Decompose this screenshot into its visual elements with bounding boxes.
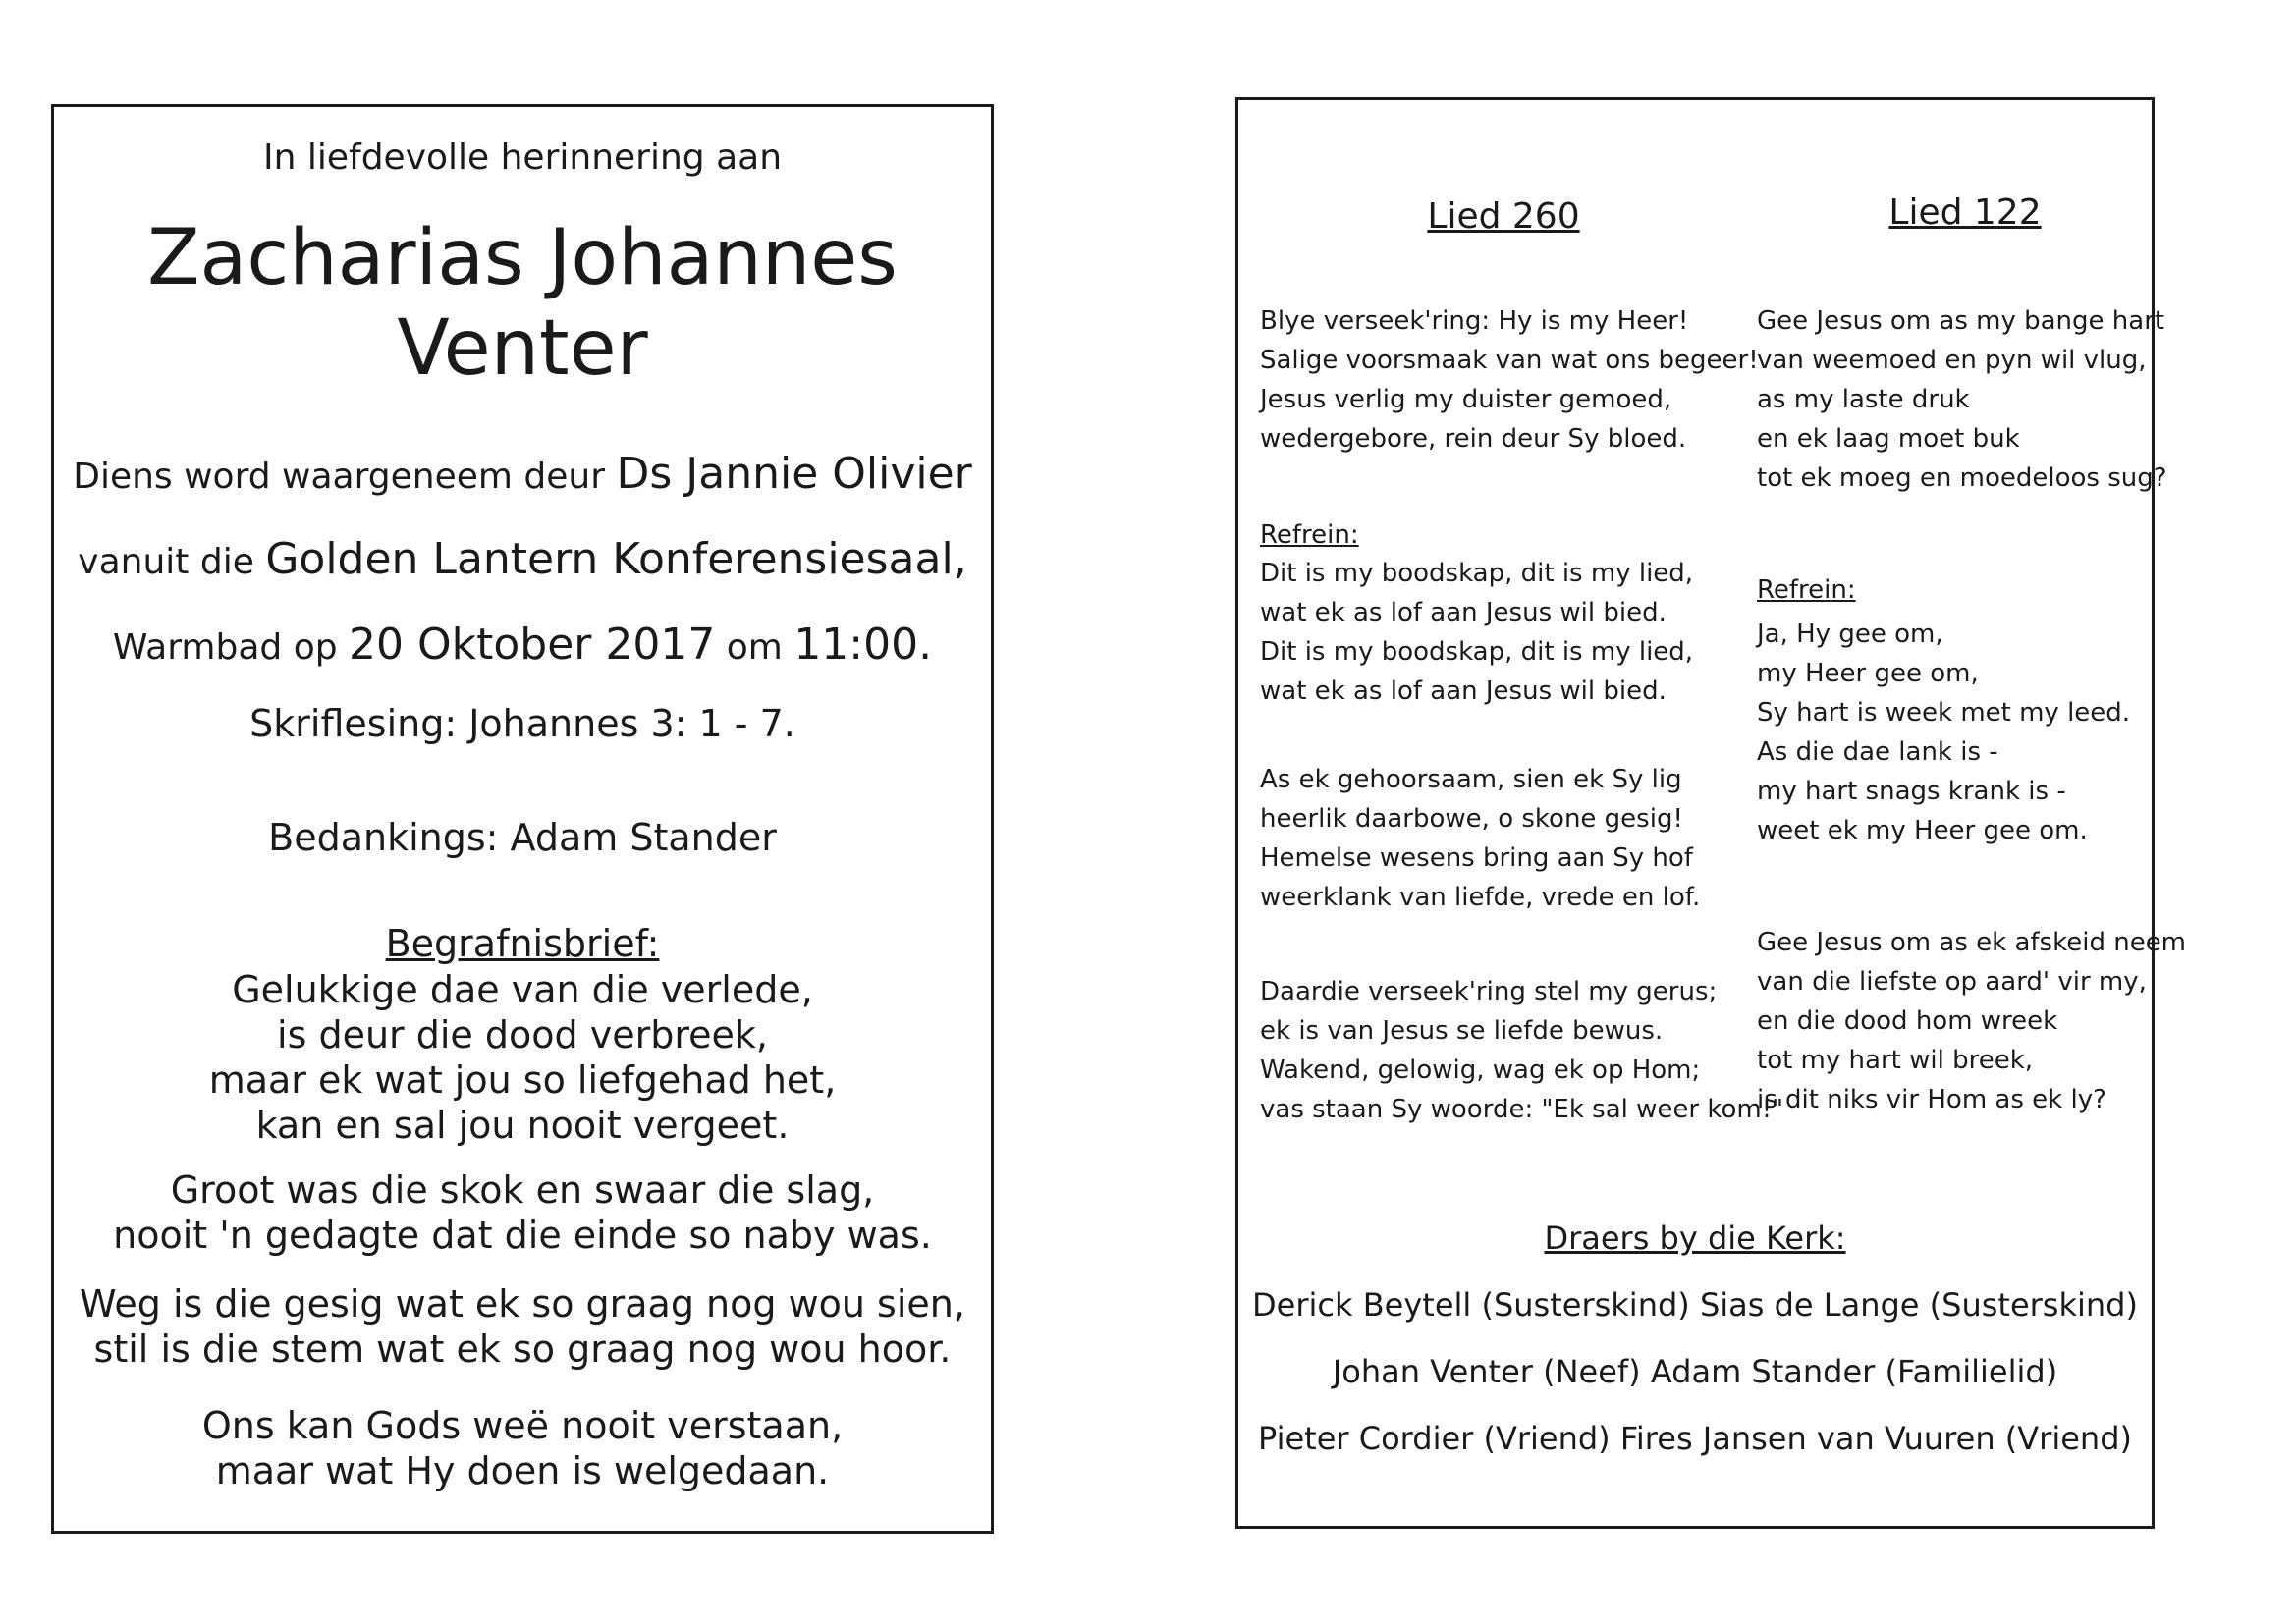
- verse-line: As ek gehoorsaam, sien ek Sy lig: [1260, 765, 1682, 794]
- verse-line: Daardie verseek'ring stel my gerus;: [1260, 977, 1718, 1006]
- thanks-text: Bedankings: Adam Stander: [268, 816, 777, 859]
- pallbearers-line-1: Derick Beytell (Susterskind) Sias de Lange (Susterskind): [1252, 1286, 2138, 1324]
- verse-line: Wakend, gelowig, wag ek op Hom;: [1260, 1056, 1701, 1085]
- verse-line: wat ek as lof aan Jesus wil bied.: [1260, 677, 1667, 706]
- song-b-refrain-label: Refrein:: [1757, 575, 1856, 605]
- service-details: [54, 433, 991, 689]
- verse-line: weet ek my Heer gee om.: [1757, 816, 2088, 845]
- service-line-1-prefix: Diens word waargeneem deur: [73, 457, 617, 497]
- verse-line: Gee Jesus om as ek afskeid neem: [1757, 928, 2187, 957]
- funeral-letter-title: Begrafnisbrief:: [385, 922, 660, 965]
- deceased-name: [54, 213, 991, 394]
- letter-line: kan en sal jou nooit vergeet.: [255, 1104, 790, 1147]
- verse-line: is dit niks vir Hom as ek ly?: [1757, 1085, 2106, 1114]
- verse-line: ek is van Jesus se liefde bewus.: [1260, 1016, 1664, 1046]
- song-a-verse-3: [1260, 972, 1783, 1129]
- scripture-reading: Skriflesing: Johannes 3: 1 - 7.: [249, 702, 795, 745]
- letter-line: maar ek wat jou so liefgehad het,: [208, 1058, 837, 1102]
- letter-line: Ons kan Gods weë nooit verstaan,: [201, 1404, 844, 1447]
- verse-line: Jesus verlig my duister gemoed,: [1260, 385, 1672, 414]
- pallbearers-line-2: Johan Venter (Neef) Adam Stander (Familielid): [1332, 1353, 2058, 1390]
- verse-line: Hemelse wesens bring aan Sy hof: [1260, 843, 1693, 873]
- song-b-verse-1: [1757, 301, 2167, 498]
- song-a-refrain: [1260, 554, 1693, 711]
- letter-line: Groot was die skok en swaar die slag,: [170, 1168, 875, 1212]
- letter-line: maar wat Hy doen is welgedaan.: [215, 1449, 830, 1492]
- service-line-3-mid: om: [715, 627, 794, 668]
- verse-line: en ek laag moet buk: [1757, 424, 2020, 454]
- service-line-2: [54, 518, 991, 604]
- intro-text: In liefdevolle herinnering aan: [262, 137, 783, 178]
- letter-line: is deur die dood verbreek,: [277, 1013, 768, 1056]
- venue-name: Golden Lantern Konferensiesaal,: [265, 534, 967, 584]
- letter-stanza-1: [54, 967, 991, 1148]
- service-line-3-prefix: Warmbad op: [112, 627, 350, 668]
- song-b-refrain: [1757, 615, 2130, 850]
- letter-line: Weg is die gesig wat ek so graag nog wou sien,: [80, 1282, 965, 1326]
- verse-line: van die liefste op aard' vir my,: [1757, 967, 2147, 997]
- letter-stanza-4: [54, 1403, 991, 1493]
- song-a-verse-1: [1260, 301, 1759, 459]
- pallbearers-title: Draers by die Kerk:: [1544, 1219, 1846, 1257]
- song-b-verse-2: [1757, 923, 2186, 1119]
- name-line-1: Zacharias Johannes: [147, 214, 898, 302]
- service-date: 20 Oktober 2017: [349, 620, 716, 670]
- pallbearers-line-3: Pieter Cordier (Vriend) Fires Jansen van Vuuren (Vriend): [1258, 1420, 2132, 1457]
- minister-name: Ds Jannie Olivier: [616, 449, 972, 499]
- memorial-card-left: [51, 104, 994, 1534]
- song-b-title: Lied 122: [1888, 192, 2042, 233]
- service-line-1: [54, 433, 991, 518]
- verse-line: Blye verseek'ring: Hy is my Heer!: [1260, 306, 1689, 336]
- verse-line: Salige voorsmaak van wat ons begeer!: [1260, 346, 1759, 375]
- verse-line: Dit is my boodskap, dit is my lied,: [1260, 559, 1694, 588]
- letter-line: Gelukkige dae van die verlede,: [232, 968, 813, 1011]
- verse-line: my hart snags krank is -: [1757, 777, 2066, 806]
- verse-line: wedergebore, rein deur Sy bloed.: [1260, 424, 1687, 454]
- verse-line: Sy hart is week met my leed.: [1757, 698, 2131, 728]
- song-a-verse-2: [1260, 760, 1700, 917]
- verse-line: Ja, Hy gee om,: [1757, 620, 1943, 649]
- verse-line: van weemoed en pyn wil vlug,: [1757, 346, 2147, 375]
- service-line-2-prefix: vanuit die: [78, 542, 266, 582]
- memorial-card-right: [1235, 97, 2187, 1529]
- verse-line: en die dood hom wreek: [1757, 1006, 2058, 1036]
- letter-stanza-2: [54, 1167, 991, 1258]
- verse-line: wat ek as lof aan Jesus wil bied.: [1260, 598, 1667, 627]
- letter-line: stil is die stem wat ek so graag nog wou hoor.: [93, 1327, 952, 1371]
- verse-line: as my laste druk: [1757, 385, 1970, 414]
- verse-line: tot my hart wil breek,: [1757, 1046, 2034, 1075]
- verse-line: heerlik daarbowe, o skone gesig!: [1260, 804, 1683, 834]
- service-time: 11:00.: [793, 620, 933, 670]
- verse-line: As die dae lank is -: [1757, 737, 1998, 767]
- service-line-3: [54, 604, 991, 689]
- name-line-2: Venter: [397, 304, 648, 393]
- letter-stanza-3: [54, 1281, 991, 1372]
- verse-line: tot ek moeg en moedeloos sug?: [1757, 463, 2167, 493]
- song-a-title: Lied 260: [1427, 196, 1580, 237]
- verse-line: Gee Jesus om as my bange hart: [1757, 306, 2165, 336]
- verse-line: Dit is my boodskap, dit is my lied,: [1260, 637, 1694, 667]
- verse-line: my Heer gee om,: [1757, 659, 1979, 688]
- song-a-refrain-label: Refrein:: [1260, 520, 1359, 550]
- verse-line: vas staan Sy woorde: "Ek sal weer kom!": [1260, 1095, 1784, 1124]
- letter-line: nooit 'n gedagte dat die einde so naby was.: [113, 1214, 932, 1257]
- verse-line: weerklank van liefde, vrede en lof.: [1260, 883, 1701, 912]
